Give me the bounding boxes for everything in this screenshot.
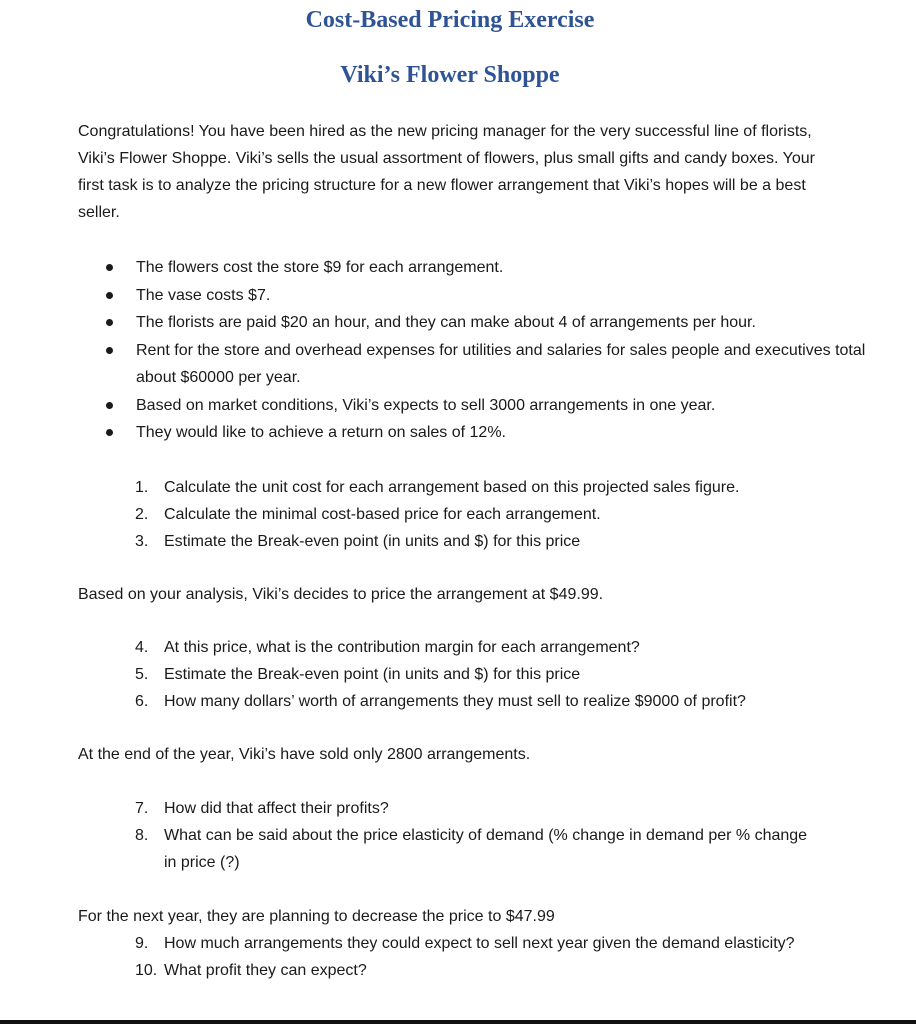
question-item xyxy=(135,688,855,715)
question-text: How many dollars’ worth of arrangements they must sell to realize $9000 of profit? xyxy=(164,693,746,710)
list-item xyxy=(106,282,866,310)
question-text: How did that affect their profits? xyxy=(164,800,389,817)
question-text: Calculate the unit cost for each arrangement based on this projected sales figure. xyxy=(164,479,740,496)
list-item xyxy=(106,309,866,337)
intro-paragraph: Congratulations! You have been hired as the new pricing manager for the very successful line of florists, Viki’s Flower Shoppe. Viki’s sells the usual assortment of flowers, plus small gifts and candy boxes. Your first task is to analyze the pricing structure for a new flower arrangement that Viki’s hopes will be a best seller. xyxy=(78,123,815,221)
question-number: 4. xyxy=(135,639,149,656)
question-text: Estimate the Break-even point (in units and $) for this price xyxy=(164,533,581,550)
question-item xyxy=(135,634,855,661)
question-item xyxy=(135,822,815,876)
questions-list-1 xyxy=(135,474,855,555)
bottom-divider xyxy=(0,1020,916,1024)
page-subtitle: Viki’s Flower Shoppe xyxy=(340,62,560,88)
bullet-icon xyxy=(106,264,113,271)
bullet-text: Based on market conditions, Viki’s expects to sell 3000 arrangements in one year. xyxy=(136,396,716,414)
question-item xyxy=(135,528,855,555)
questions-list-2 xyxy=(135,634,855,715)
questions-list-4 xyxy=(135,930,815,984)
bullet-icon xyxy=(106,402,113,409)
question-text: How much arrangements they could expect to sell next year given the demand elasticity? xyxy=(164,935,795,952)
question-number: 6. xyxy=(135,693,149,710)
question-number: 3. xyxy=(135,533,149,550)
question-number: 9. xyxy=(135,935,149,952)
question-item xyxy=(135,930,815,957)
bullet-icon xyxy=(106,429,113,436)
bullet-text: They would like to achieve a return on sales of 12%. xyxy=(136,424,506,441)
bullet-text: The flowers cost the store $9 for each arrangement. xyxy=(136,259,504,276)
bullet-icon xyxy=(106,347,113,354)
bullet-text: Rent for the store and overhead expenses for utilities and salaries for sales people and executives total about $60000 per year. xyxy=(136,341,866,386)
question-number: 1. xyxy=(135,479,149,496)
question-item xyxy=(135,474,855,501)
list-item xyxy=(106,337,866,392)
question-text: At this price, what is the contribution margin for each arrangement? xyxy=(164,639,640,656)
list-item xyxy=(106,419,866,447)
assumptions-list xyxy=(106,254,866,447)
question-item xyxy=(135,795,815,822)
question-number: 2. xyxy=(135,506,149,523)
question-text: What can be said about the price elasticity of demand (% change in demand per % change in price (?) xyxy=(164,827,808,871)
question-text: Calculate the minimal cost-based price for each arrangement. xyxy=(164,506,601,523)
nextyear-paragraph: For the next year, they are planning to decrease the price to $47.99 xyxy=(78,908,555,925)
question-text: What profit they can expect? xyxy=(164,962,367,979)
question-item xyxy=(135,501,855,528)
question-number: 5. xyxy=(135,666,149,683)
bullet-icon xyxy=(106,319,113,326)
question-number: 8. xyxy=(135,827,149,844)
list-item xyxy=(106,392,866,420)
question-number: 7. xyxy=(135,800,149,817)
bullet-text: The vase costs $7. xyxy=(136,286,271,304)
question-item xyxy=(135,661,855,688)
bullet-icon xyxy=(106,292,113,299)
question-number: 10. xyxy=(135,962,158,979)
list-item xyxy=(106,254,866,282)
analysis-paragraph: Based on your analysis, Viki’s decides to price the arrangement at $49.99. xyxy=(78,586,604,603)
yearend-paragraph: At the end of the year, Viki’s have sold only 2800 arrangements. xyxy=(78,746,531,763)
question-text: Estimate the Break-even point (in units and $) for this price xyxy=(164,666,581,683)
page-title: Cost-Based Pricing Exercise xyxy=(305,7,595,33)
question-item xyxy=(135,957,815,984)
bullet-text: The florists are paid $20 an hour, and they can make about 4 of arrangements per hour. xyxy=(136,314,756,331)
questions-list-3 xyxy=(135,795,815,876)
